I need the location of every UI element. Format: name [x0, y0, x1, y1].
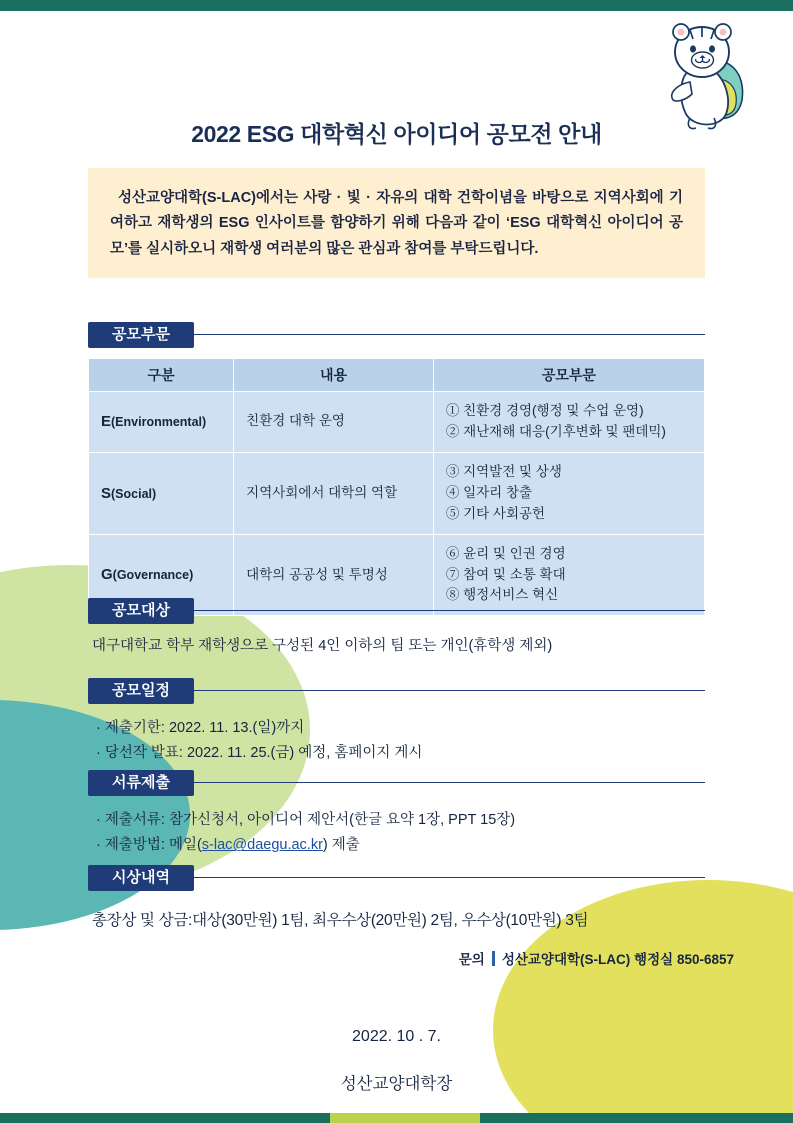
row-code-sub: (Environmental)	[111, 415, 207, 430]
intro-text: 성산교양대학(S-LAC)에서는 사랑 · 빛 · 자유의 대학 건학이념을 바탕으로 지역사회에 기여하고 재학생의 ESG 인사이트를 함양하기 위해 다음과 같이 ‘ESG 대학혁신 아이디어 공모’를 실시하오니 재학생 여러분의 많은 관심과 참여를 부탁드립니다.	[110, 190, 683, 257]
method-label: · 제출방법:	[96, 837, 169, 854]
section-tag-category: 공모부문	[88, 322, 194, 348]
method-prefix: 메일(	[168, 837, 202, 854]
row-content-cell: 지역사회에서 대학의 역할	[234, 452, 434, 534]
prize-detail: 대상(30만원) 1팀, 최우수상(20만원) 2팀, 우수상(10만원) 3팀	[192, 912, 589, 929]
prize-label: 총장상 및 상금:	[92, 912, 193, 929]
section-rule	[194, 334, 705, 335]
section-header-prizes	[88, 865, 705, 891]
section-header-submission	[88, 770, 705, 796]
contact-office: 성산교양대학(S-LAC) 행정실	[501, 952, 674, 967]
table-col-header-0: 구분	[89, 359, 234, 392]
row-content-cell: 친환경 대학 운영	[234, 392, 434, 453]
section-header-category	[88, 322, 705, 348]
row-item: ④ 일자리 창출	[445, 484, 533, 500]
row-item: ③ 지역발전 및 상생	[445, 463, 562, 479]
schedule-list	[96, 716, 716, 767]
row-code: S	[101, 484, 112, 502]
row-item: ⑤ 기타 사회공헌	[445, 505, 546, 521]
issue-date: 2022. 10 . 7.	[352, 1028, 441, 1045]
method-suffix: ) 제출	[322, 837, 360, 854]
section-tag-submission: 서류제출	[88, 770, 194, 796]
row-item: ⑥ 윤리 및 인권 경영	[445, 545, 566, 561]
bottom-accent-band	[330, 1113, 480, 1123]
section-header-target	[88, 598, 705, 624]
table-row	[89, 392, 705, 453]
submission-list	[96, 808, 716, 859]
top-white-band	[0, 11, 793, 15]
table-header-row	[89, 359, 705, 392]
documents-label: · 제출서류:	[96, 812, 169, 828]
target-text: 대구대학교 학부 재학생으로 구성된 4인 이하의 팀 또는 개인(휴학생 제외)	[92, 638, 553, 654]
page-title: 2022 ESG 대학혁신 아이디어 공모전 안내	[191, 121, 602, 147]
section-tag-prizes: 시상내역	[88, 865, 194, 891]
row-items-cell	[433, 392, 704, 453]
table-row	[89, 452, 705, 534]
contact-line	[0, 948, 734, 968]
section-rule	[194, 782, 705, 783]
prize-text	[92, 908, 732, 930]
list-item: · 제출기한: 2022. 11. 13.(일)까지	[96, 720, 305, 736]
section-rule	[194, 610, 705, 611]
row-code: E	[101, 413, 112, 431]
table-col-header-1: 내용	[234, 359, 434, 392]
section-tag-target: 공모대상	[88, 598, 194, 624]
top-green-band	[0, 0, 793, 11]
section-tag-schedule: 공모일정	[88, 678, 194, 704]
row-code: G	[101, 566, 113, 584]
row-content-cell: 대학의 공공성 및 투명성	[234, 534, 434, 616]
documents-value: 참가신청서, 아이디어 제안서(한글 요약 1장, PPT 15장)	[168, 812, 516, 828]
row-item: ① 친환경 경영(행정 및 수업 운영)	[445, 403, 644, 418]
list-item-method	[96, 833, 716, 858]
email-link[interactable]: s-lac@daegu.ac.kr	[201, 837, 323, 854]
contact-phone: 850-6857	[676, 952, 734, 967]
intro-paragraph	[88, 168, 705, 278]
row-item: ⑦ 참여 및 소통 확대	[445, 566, 566, 582]
row-code-sub: (Social)	[111, 486, 157, 501]
row-code-cell	[89, 452, 234, 534]
row-code-sub: (Governance)	[112, 568, 194, 583]
list-item-documents	[96, 808, 716, 833]
section-rule	[194, 690, 705, 691]
vertical-divider-icon	[492, 951, 495, 966]
row-item: ⑧ 행정서비스 혁신	[445, 587, 559, 603]
section-rule	[194, 877, 705, 878]
list-item: · 당선작 발표: 2022. 11. 25.(금) 예정, 홈페이지 게시	[96, 745, 423, 762]
contact-label: 문의	[458, 952, 485, 967]
category-table	[88, 358, 705, 616]
section-header-schedule	[88, 678, 705, 704]
row-code-cell	[89, 392, 234, 453]
table-col-header-2: 공모부문	[433, 359, 704, 392]
row-items-cell	[433, 452, 704, 534]
row-item: ② 재난재해 대응(기후변화 및 팬데믹)	[445, 423, 666, 439]
issuer-name: 성산교양대학장	[340, 1075, 453, 1093]
